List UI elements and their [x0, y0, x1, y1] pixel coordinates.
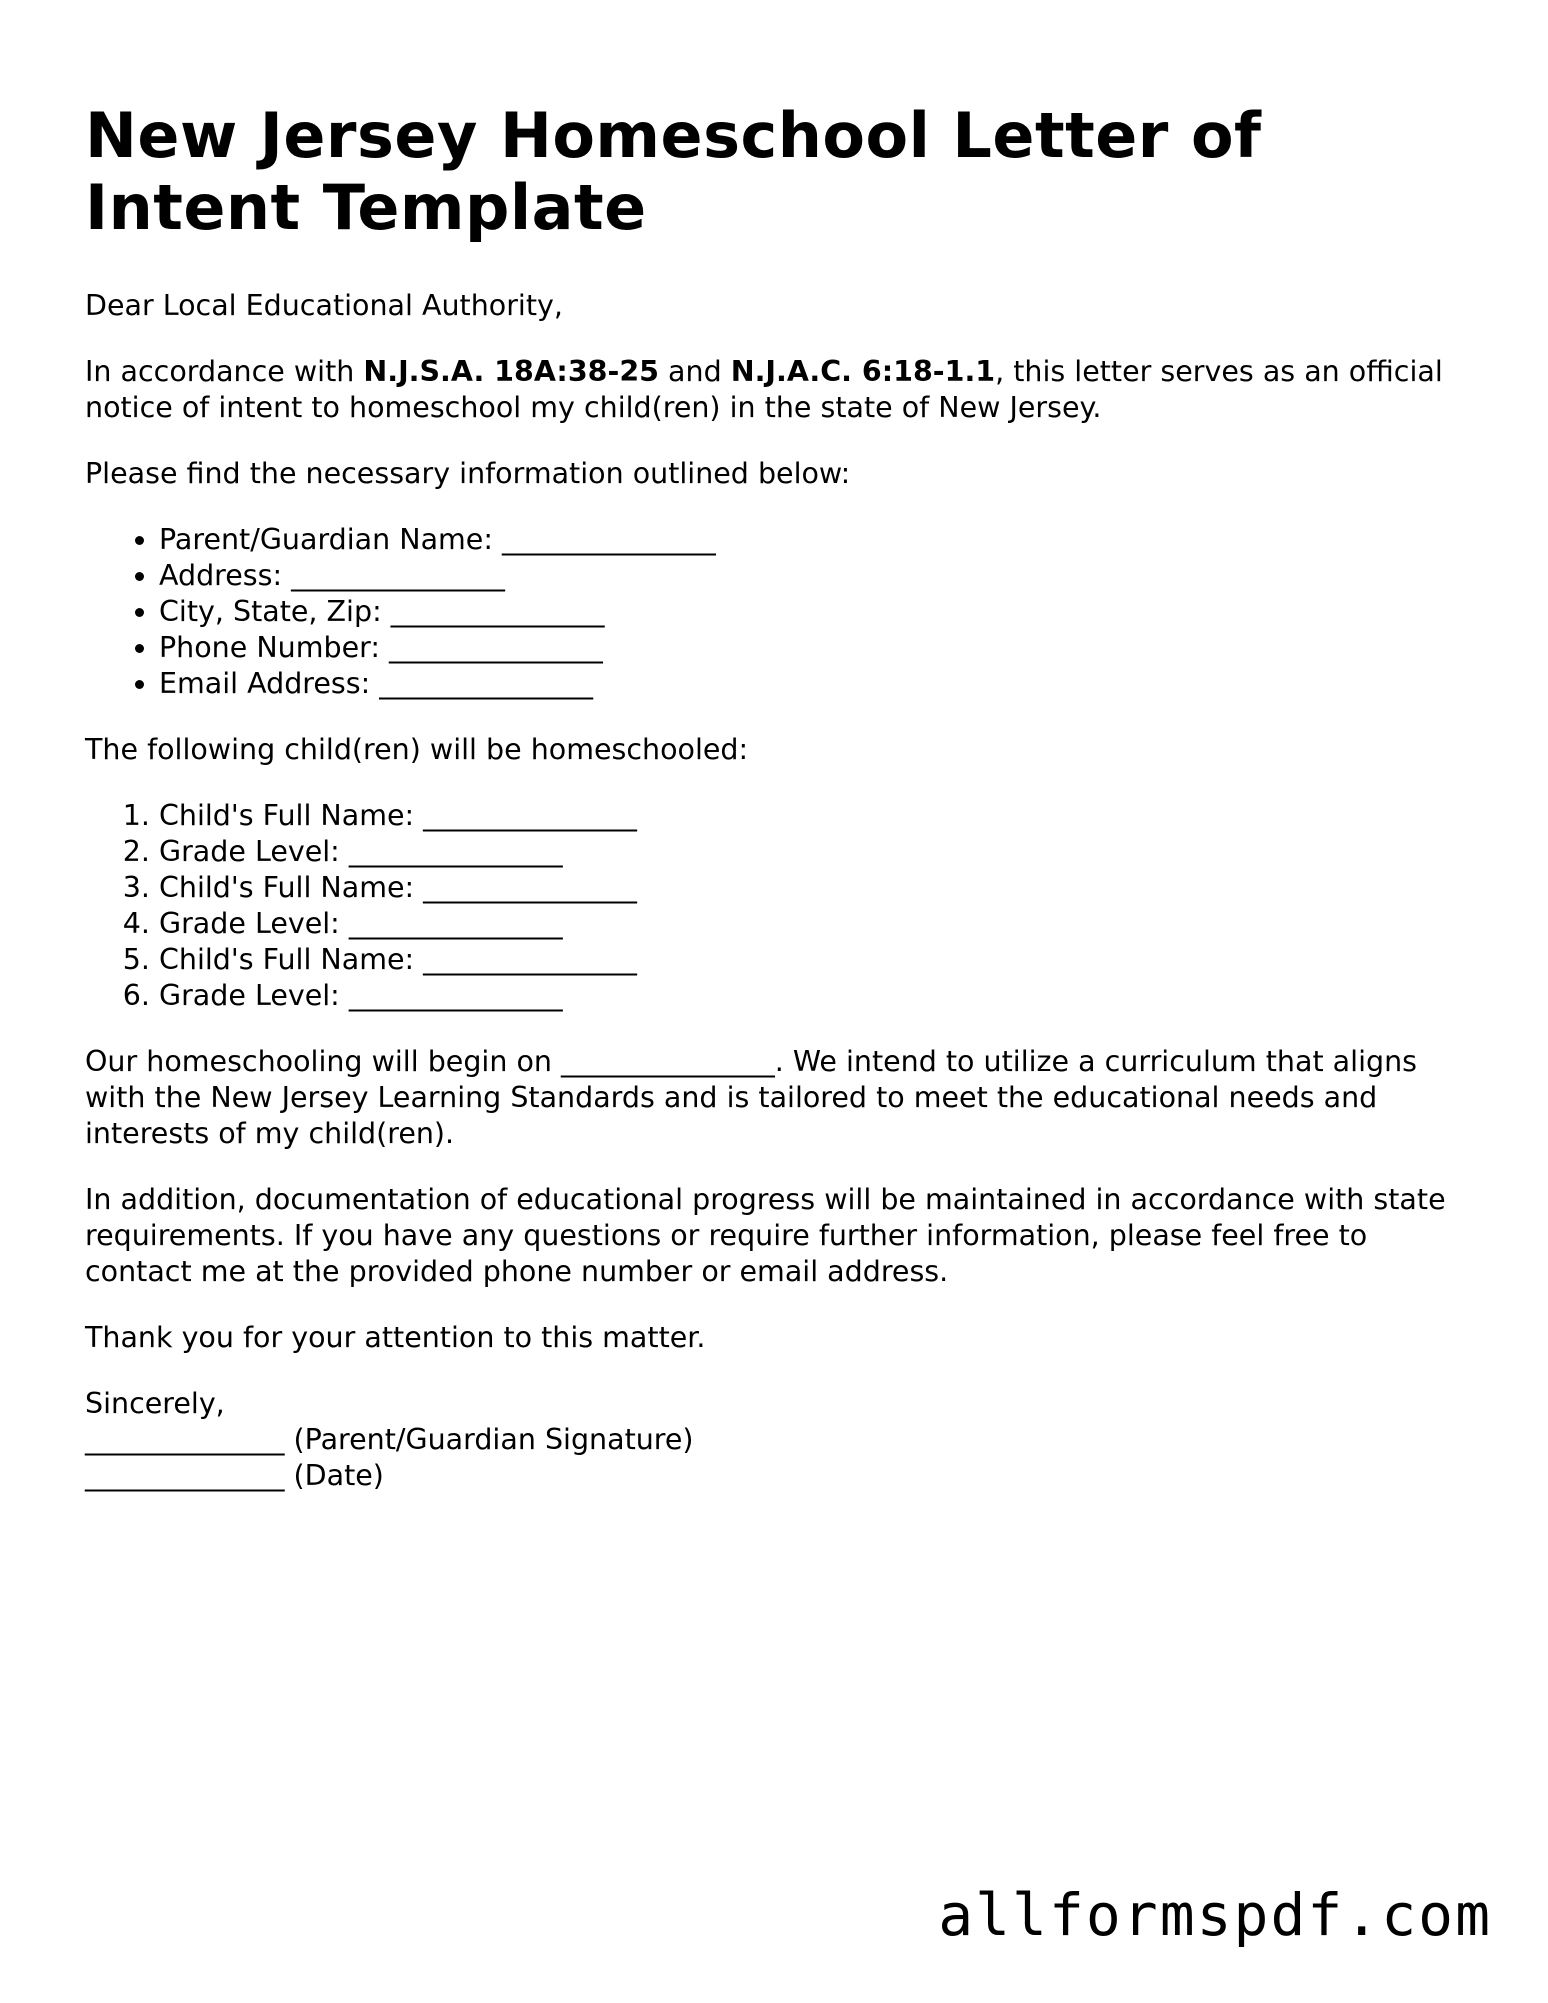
page-title: New Jersey Homeschool Letter of Intent Template — [85, 99, 1262, 244]
statute-reference-1: N.J.S.A. 18A:38-25 — [363, 355, 659, 388]
salutation: Dear Local Educational Authority, — [85, 289, 563, 322]
find-info-text: Please find the necessary information outlined below: — [85, 457, 851, 490]
progress-paragraph: In addition, documentation of educational progress will be maintained in accordance with state requirements. If you have any questions or require further information, please feel free to contact me at the provided phone number or email address. — [85, 1183, 1446, 1288]
children-intro-text: The following child(ren) will be homeschooled: — [85, 733, 749, 766]
list-item: 6. Grade Level: _______________ — [159, 978, 1465, 1014]
statute-reference-2: N.J.A.C. 6:18-1.1 — [730, 355, 996, 388]
list-item: • Phone Number: _______________ — [159, 630, 1465, 666]
letter-document — [85, 100, 1465, 1494]
intro-prefix: In accordance with — [85, 355, 364, 388]
intro-middle: and — [658, 355, 731, 388]
list-item: • Address: _______________ — [159, 558, 1465, 594]
intro-suffix: , this letter serves as an official notice of intent to homeschool my child(ren) in the state of New Jersey. — [85, 355, 1443, 424]
closing: Sincerely, — [85, 1387, 225, 1420]
list-item: 5. Child's Full Name: _______________ — [159, 942, 1465, 978]
date-line: ______________ (Date) — [85, 1459, 384, 1492]
parent-info-list — [85, 522, 1465, 702]
list-item: 3. Child's Full Name: _______________ — [159, 870, 1465, 906]
intro-paragraph — [85, 354, 1465, 426]
children-list — [85, 798, 1465, 1014]
list-item: • City, State, Zip: _______________ — [159, 594, 1465, 630]
list-item: • Parent/Guardian Name: _______________ — [159, 522, 1465, 558]
start-date-paragraph: Our homeschooling will begin on _______________. We intend to utilize a curriculum that aligns with the New Jersey Learning Standards and is tailored to meet the educational needs and interests of my child(ren). — [85, 1045, 1417, 1150]
list-item: • Email Address: _______________ — [159, 666, 1465, 702]
signature-line: ______________ (Parent/Guardian Signature) — [85, 1423, 694, 1456]
watermark: allformspdf.com — [938, 1881, 1492, 1949]
list-item: 2. Grade Level: _______________ — [159, 834, 1465, 870]
thanks-paragraph: Thank you for your attention to this matter. — [85, 1321, 706, 1354]
list-item: 1. Child's Full Name: _______________ — [159, 798, 1465, 834]
list-item: 4. Grade Level: _______________ — [159, 906, 1465, 942]
